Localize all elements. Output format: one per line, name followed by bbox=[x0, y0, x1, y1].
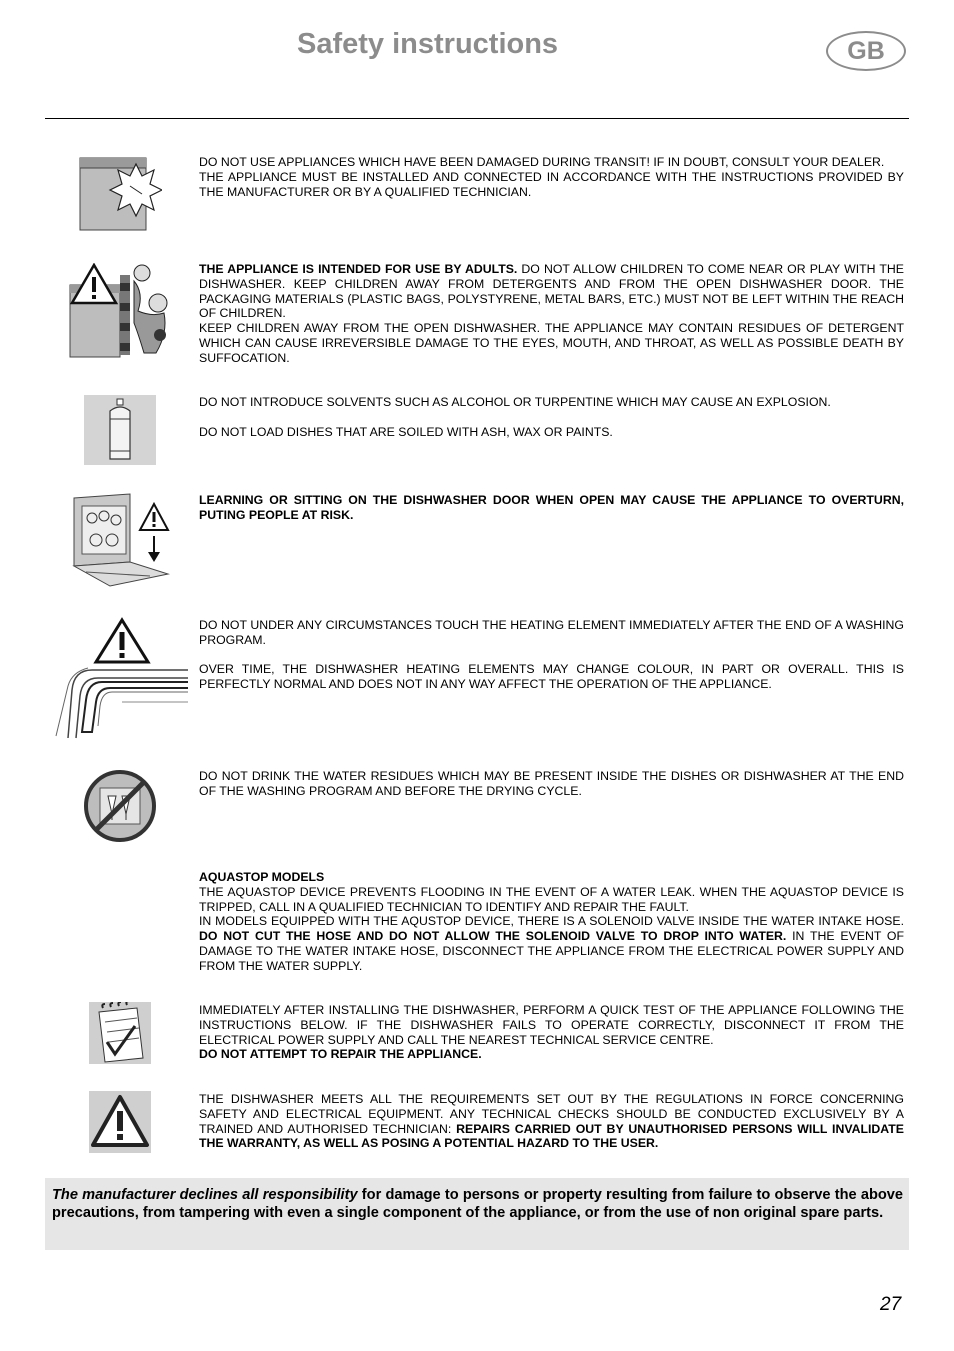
section-text: IMMEDIATELY AFTER INSTALLING THE DISHWASHER, PERFORM A QUICK TEST OF THE APPLIANCE FOLLOWING THE INSTRUCTIONS BELOW. IF THE DISHWASHER FAILS TO OPERATE CORRECTLY, DISCONNECT IT FROM THE ELECTRICAL POWER SUPPLY AND CALL THE NEAREST TECHNICAL SERVICE CENTRE. bbox=[199, 1003, 904, 1047]
section-text bbox=[199, 262, 904, 321]
section-quick-test bbox=[199, 1003, 904, 1062]
language-badge: GB bbox=[826, 31, 906, 71]
header-divider bbox=[45, 118, 909, 119]
section-text: OVER TIME, THE DISHWASHER HEATING ELEMENTS MAY CHANGE COLOUR, IN PART OR OVERALL. THIS IS PERFECTLY NORMAL AND DOES NOT IN ANY WAY AFFECT THE OPERATION OF THE APPLIANCE. bbox=[199, 662, 904, 692]
section-text: THE APPLIANCE MUST BE INSTALLED AND CONNECTED IN ACCORDANCE WITH THE INSTRUCTIONS PROVIDED BY THE MANUFACTURER OR BY A QUALIFIED TECHNICIAN. bbox=[199, 169, 904, 199]
section-solvents bbox=[199, 395, 904, 439]
disclaimer-lead: The manufacturer declines all responsibility bbox=[52, 1187, 358, 1203]
section-regulations bbox=[199, 1092, 904, 1151]
children-warning-icon bbox=[68, 263, 172, 359]
section-heading: AQUASTOP MODELS bbox=[199, 870, 325, 884]
heating-element-warning-icon bbox=[52, 616, 190, 740]
damaged-appliance-icon bbox=[78, 154, 162, 234]
section-text bbox=[199, 1092, 904, 1151]
section-emphasis: REPAIRS CARRIED OUT BY UNAUTHORISED PERSONS WILL INVALIDATE THE WARRANTY, AS WELL AS POSING A POTENTIAL HAZARD TO THE USER. bbox=[199, 1121, 904, 1151]
section-children bbox=[199, 262, 904, 366]
warning-triangle-icon bbox=[89, 1091, 151, 1153]
open-door-warning-icon bbox=[70, 492, 174, 590]
section-text: IN MODELS EQUIPPED WITH THE AQUSTOP DEVICE, THERE IS A SOLENOID VALVE INSIDE THE WATER INTAKE HOSE. bbox=[199, 914, 904, 929]
section-text: THE AQUASTOP DEVICE PREVENTS FLOODING IN THE EVENT OF A WATER LEAK. WHEN THE AQUASTOP DEVICE IS TRIPPED, CALL IN A QUALIFIED TECHNICIAN TO IDENTIFY AND REPAIR THE FAULT. bbox=[199, 884, 904, 914]
section-emphasis: DO NOT ATTEMPT TO REPAIR THE APPLIANCE. bbox=[199, 1047, 482, 1062]
section-text bbox=[199, 914, 904, 973]
section-text: DO NOT LOAD DISHES THAT ARE SOILED WITH ASH, WAX OR PAINTS. bbox=[199, 424, 613, 439]
section-text: KEEP CHILDREN AWAY FROM THE OPEN DISHWASHER. THE APPLIANCE MAY CONTAIN RESIDUES OF DETERGENT WHICH CAN CAUSE IRREVERSIBLE DAMAGE TO THE EYES, MOUTH, AND THROAT, AS WELL AS POSSIBLE DEATH BY SUFFOCATION. bbox=[199, 321, 904, 365]
section-text: DO NOT UNDER ANY CIRCUMSTANCES TOUCH THE HEATING ELEMENT IMMEDIATELY AFTER THE END OF A WASHING PROGRAM. bbox=[199, 618, 904, 647]
page-title: Safety instructions bbox=[297, 28, 559, 60]
checklist-notepad-icon bbox=[89, 1002, 151, 1064]
section-no-drinking bbox=[199, 769, 904, 799]
section-text: DO NOT USE APPLIANCES WHICH HAVE BEEN DAMAGED DURING TRANSIT! IF IN DOUBT, CONSULT YOUR DEALER. bbox=[199, 155, 885, 169]
section-damaged-transit bbox=[199, 155, 904, 199]
section-text: THE DISHWASHER MEETS ALL THE REQUIREMENTS SET OUT BY THE REGULATIONS IN FORCE CONCERNING SAFETY AND ELECTRICAL EQUIPMENT. ANY TECHNICAL CHECKS SHOULD BE CONDUCTED EXCLUSIVELY BY A TRAINED AND AUTHORISED TECHNICIAN: bbox=[199, 1092, 904, 1136]
section-aquastop bbox=[199, 870, 904, 974]
section-heating-element bbox=[199, 618, 904, 692]
page-number: 27 bbox=[880, 1294, 902, 1315]
section-emphasis: DO NOT CUT THE HOSE AND DO NOT ALLOW THE SOLENOID VALVE TO DROP INTO WATER. bbox=[199, 929, 787, 944]
section-open-door bbox=[199, 493, 904, 523]
solvent-bottle-icon bbox=[84, 395, 156, 465]
section-text: LEARNING OR SITTING ON THE DISHWASHER DOOR WHEN OPEN MAY CAUSE THE APPLIANCE TO OVERTURN, PUTING PEOPLE AT RISK. bbox=[199, 493, 904, 522]
section-text: DO NOT ALLOW CHILDREN TO COME NEAR OR PLAY WITH THE DISHWASHER. KEEP CHILDREN AWAY FROM DETERGENTS AND FROM THE OPEN DISHWASHER DOOR. THE PACKAGING MATERIALS (PLASTIC BAGS, POLYSTYRENE, METAL BARS, ETC.) MUST NOT BE LEFT WITHIN THE REACH OF CHILDREN. bbox=[199, 262, 904, 321]
section-text: DO NOT INTRODUCE SOLVENTS SUCH AS ALCOHOL OR TURPENTINE WHICH MAY CAUSE AN EXPLOSION. bbox=[199, 395, 831, 409]
section-text: IN THE EVENT OF DAMAGE TO THE WATER INTAKE HOSE, DISCONNECT THE APPLIANCE FROM THE ELECTRICAL POWER SUPPLY AND FROM THE WATER SUPPLY. bbox=[199, 929, 904, 973]
disclaimer-box bbox=[45, 1178, 909, 1250]
no-drinking-icon bbox=[82, 768, 158, 844]
section-lead: THE APPLIANCE IS INTENDED FOR USE BY ADULTS. bbox=[199, 262, 518, 276]
section-text: DO NOT DRINK THE WATER RESIDUES WHICH MAY BE PRESENT INSIDE THE DISHES OR DISHWASHER AT THE END OF THE WASHING PROGRAM AND BEFORE THE DRYING CYCLE. bbox=[199, 769, 904, 798]
disclaimer-text: for damage to persons or property resulting from failure to observe the above precautions, from tampering with even a single component of the appliance, or from the use of non original spare parts. bbox=[52, 1187, 904, 1222]
